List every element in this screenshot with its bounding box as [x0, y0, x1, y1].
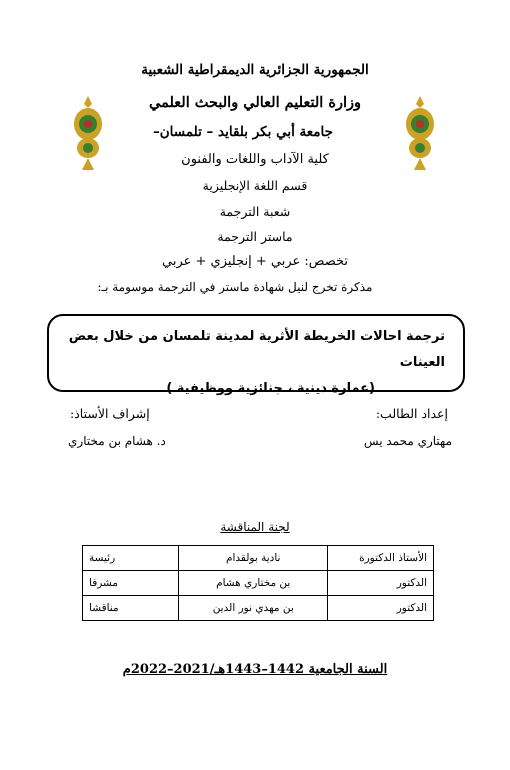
- member-rank: الدكتور: [328, 596, 434, 621]
- member-role: رئيسة: [83, 546, 179, 571]
- academic-year: [0, 662, 510, 677]
- committee-heading: [0, 520, 510, 534]
- university-line: جامعة أبي بكر بلقايد – تلمسان–: [153, 124, 333, 140]
- republic-line: الجمهورية الجزائرية الديمقراطية الشعبية: [141, 62, 369, 78]
- branch-line: شعبة الترجمة: [219, 204, 291, 219]
- table-row: [83, 571, 434, 596]
- table-row: [83, 596, 434, 621]
- thesis-title-line-1: ترجمة احالات الخريطة الأثرية لمدينة تلمسان من خلال بعض: [68, 329, 445, 344]
- member-rank: الدكتور: [328, 571, 434, 596]
- member-name: بن مهدي نور الدين: [179, 596, 328, 621]
- committee-table: [82, 545, 434, 621]
- member-rank: الأستاذ الدكتورة: [328, 546, 434, 571]
- ministry-line: وزارة التعليم العالي والبحث العلمي: [149, 94, 361, 111]
- member-name: نادية بولقدام: [179, 546, 328, 571]
- memo-line: مذكرة تخرج لنيل شهادة ماستر في الترجمة موسومة بـ:: [97, 280, 373, 294]
- table-row: [83, 546, 434, 571]
- academic-year-text: السنة الجامعية 1442–1443هـ/2021–2022م: [122, 662, 388, 677]
- supervised-by-label: إشراف الأستاذ:: [70, 406, 150, 421]
- department-line: قسم اللغة الإنجليزية: [202, 178, 308, 193]
- member-name: بن مختاري هشام: [179, 571, 328, 596]
- master-line: ماستر الترجمة: [217, 229, 293, 244]
- prepared-by-label: إعداد الطالب:: [375, 406, 448, 421]
- university-emblem-right: [402, 94, 438, 172]
- supervisor-name: د. هشام بن مختاري: [68, 434, 166, 448]
- thesis-title-line-3: (عمارة دينية ، جنائزية ووظيفية ): [166, 381, 375, 396]
- student-name: مهتاري محمد يس: [363, 434, 452, 448]
- faculty-line: كلية الآداب واللغات والفنون: [181, 152, 329, 167]
- thesis-title-line-2: العينات: [399, 355, 445, 370]
- committee-title: لجنة المناقشة: [220, 520, 290, 534]
- member-role: مناقشا: [83, 596, 179, 621]
- specialty-line: تخصص: عربي + إنجليزي + عربي: [162, 254, 348, 269]
- thesis-title-box: [47, 314, 465, 396]
- member-role: مشرفا: [83, 571, 179, 596]
- university-emblem-left: [70, 94, 106, 172]
